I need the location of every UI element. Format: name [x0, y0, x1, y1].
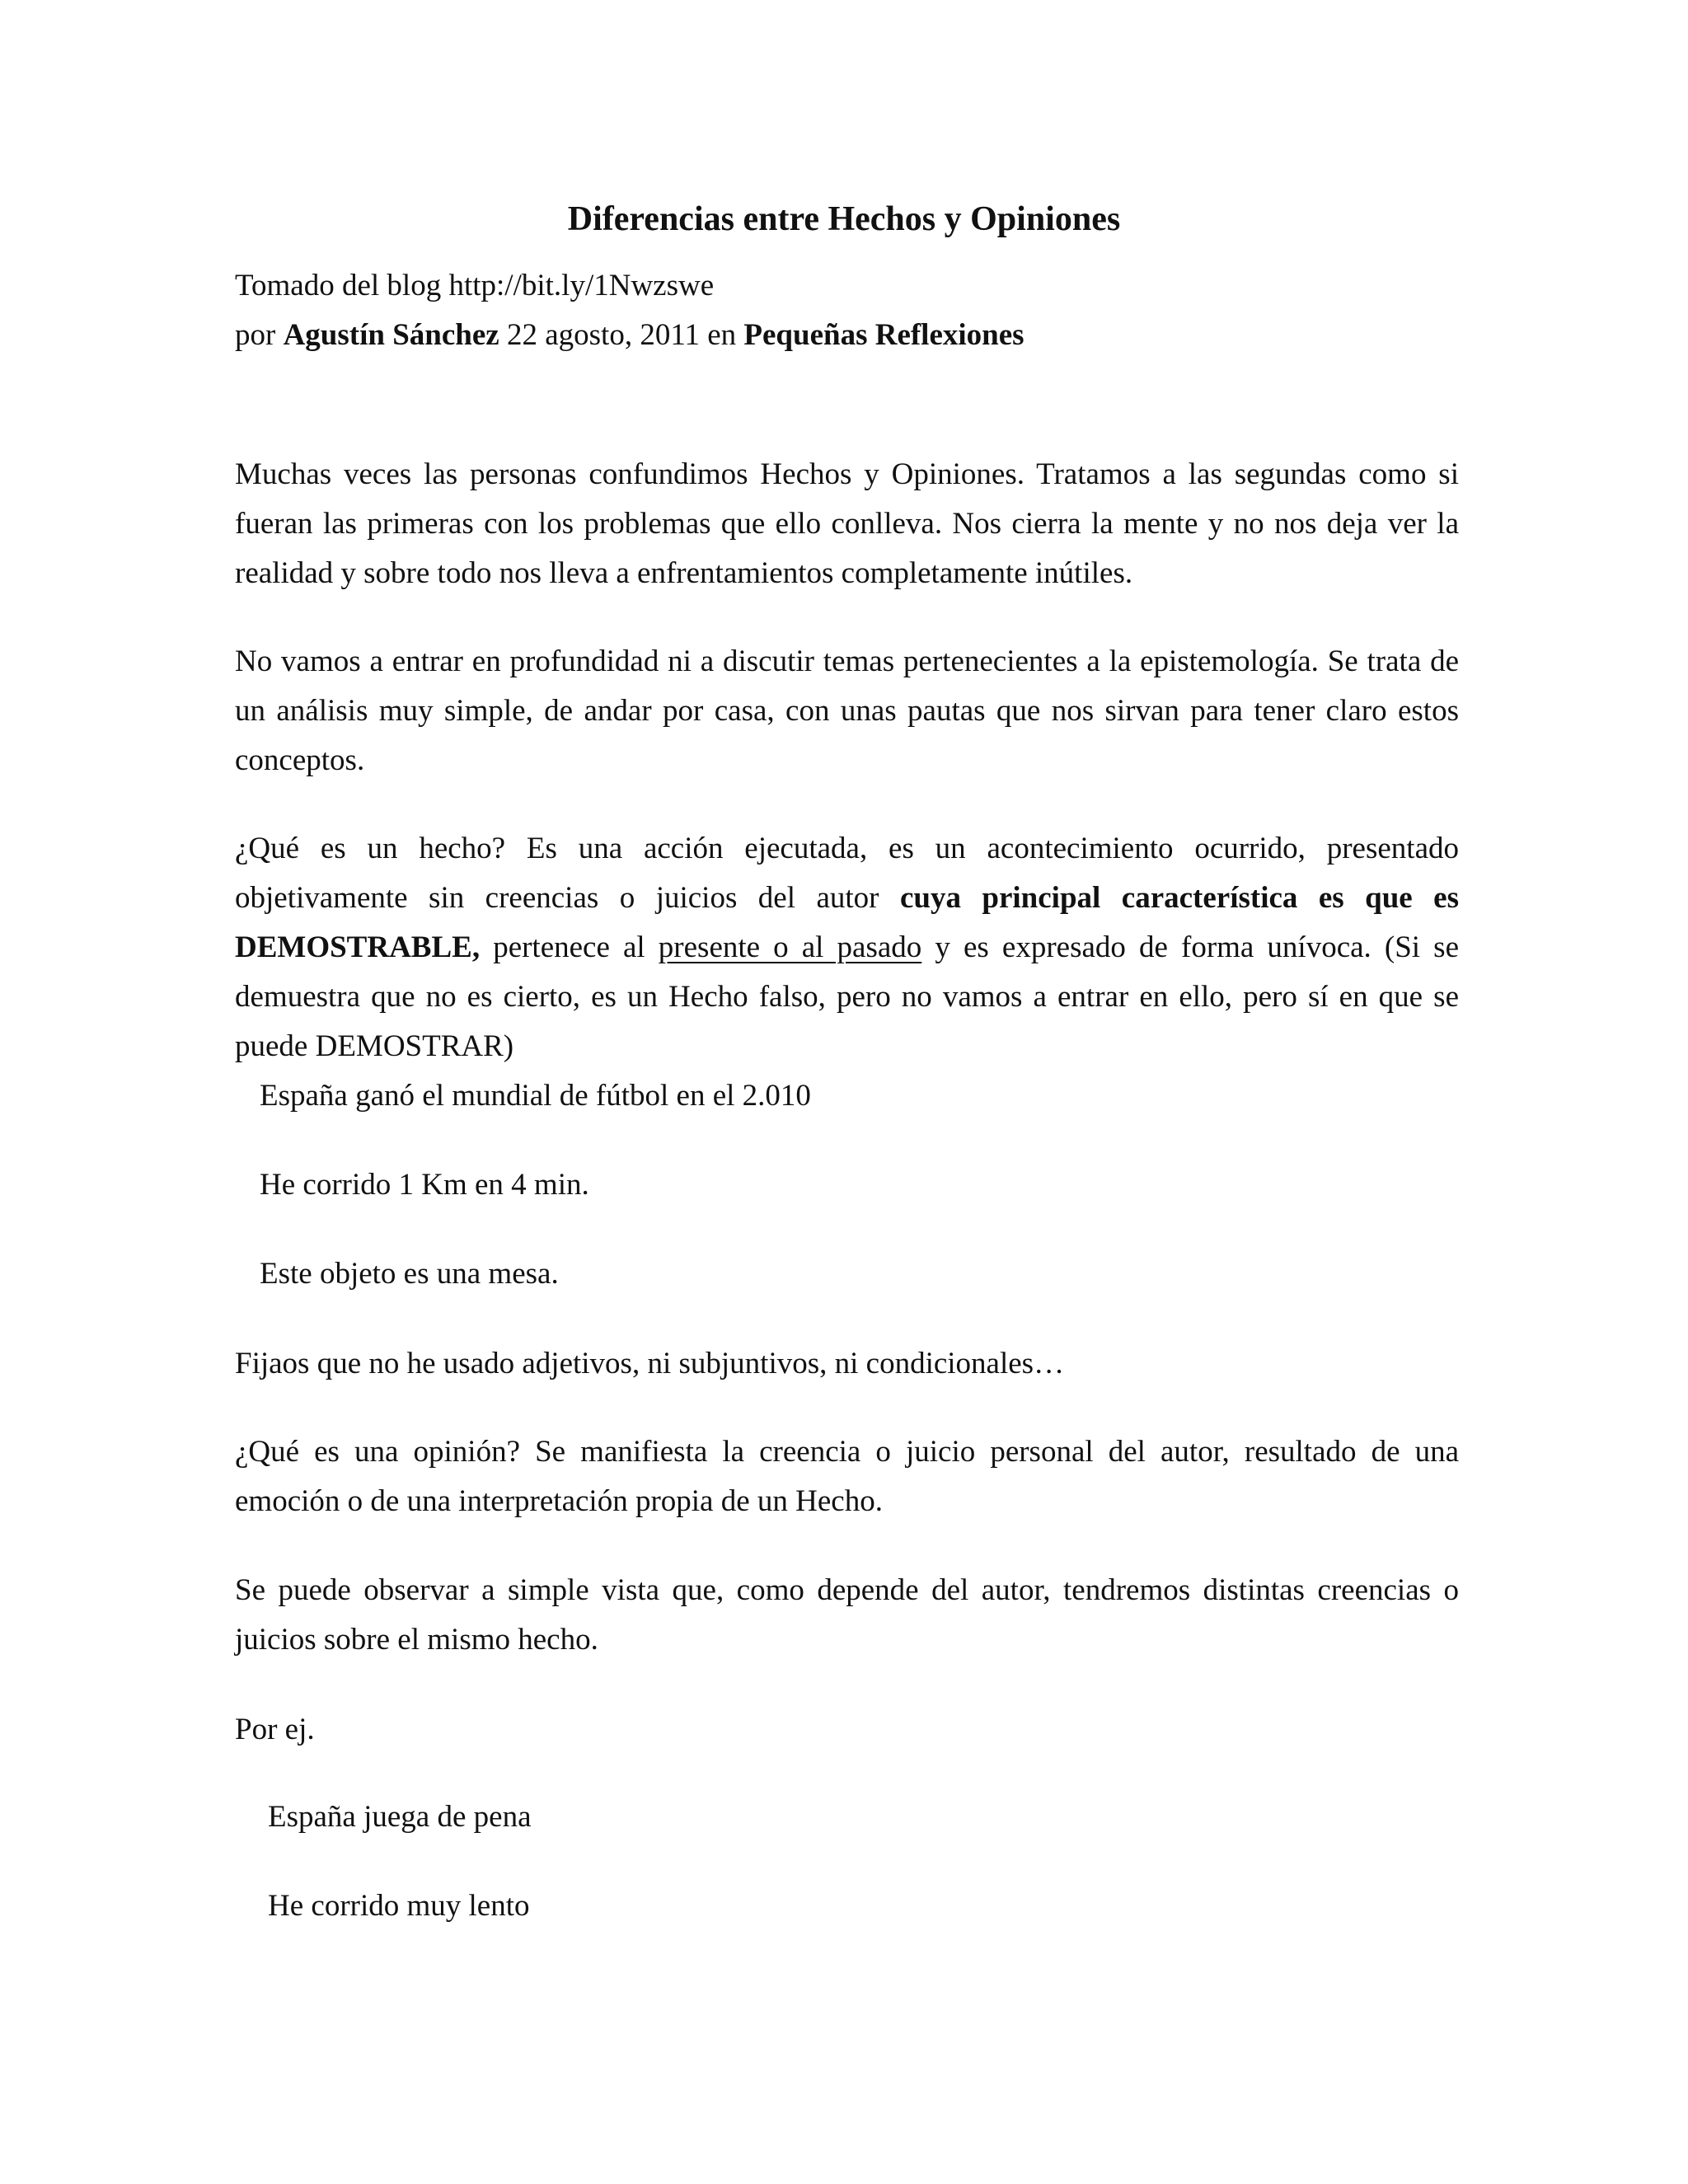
paragraph-fact-definition — [235, 824, 1459, 1071]
fact-example: Este objeto es una mesa. — [260, 1257, 559, 1291]
fact-definition-bold: cuya principal característica es que es DEMOSTRABLE, — [235, 881, 1459, 964]
publish-date: 22 agosto, 2011 — [506, 318, 700, 352]
opinion-example: He corrido muy lento — [268, 1889, 530, 1923]
fact-example: He corrido 1 Km en 4 min. — [260, 1168, 589, 1202]
byline — [235, 315, 1025, 356]
paragraph-note: Fijaos que no he usado adjetivos, ni subjuntivos, ni condicionales… — [235, 1347, 1065, 1380]
author-name: Agustín Sánchez — [283, 318, 499, 352]
source-line: Tomado del blog http://bit.ly/1Nwzswe — [235, 269, 715, 302]
paragraph-intro: Muchas veces las personas confundimos Hechos y Opiniones. Tratamos a las segundas como si fueran las primeras con los problemas que ello conlleva. Nos cierra la mente y no nos deja ver la realidad y sobre todo nos lleva a enfrentamientos completamente inútiles. — [235, 457, 1459, 590]
fact-definition-underlined: presente o al pasado — [658, 930, 922, 964]
paragraph-observation: Se puede observar a simple vista que, como depende del autor, tendremos distintas creencias o juicios sobre el mismo hecho. — [235, 1573, 1459, 1657]
paragraph-opinion-definition: ¿Qué es una opinión? Se manifiesta la creencia o juicio personal del autor, resultado de una emoción o de una interpretación propia de un Hecho. — [235, 1435, 1459, 1518]
byline-prefix: por — [235, 318, 276, 352]
fact-example: España ganó el mundial de fútbol en el 2.010 — [260, 1079, 811, 1113]
category-name: Pequeñas Reflexiones — [743, 318, 1025, 352]
opinion-example: España juega de pena — [268, 1800, 532, 1834]
paragraph-example-intro: Por ej. — [235, 1713, 315, 1746]
fact-definition-text: y es expresado de forma unívoca. (Si se demuestra que no es cierto, es un Hecho falso, pero no vamos a entrar en ello, pero sí en que se puede DEMOSTRAR) — [235, 930, 1459, 1063]
document-title: Diferencias entre Hechos y Opiniones — [567, 200, 1121, 238]
fact-definition-text: ¿Qué es un hecho? Es una acción ejecutada, es un acontecimiento ocurrido, presentado objetivamente sin creencias o juicios del autor — [235, 832, 1459, 915]
byline-in: en — [707, 318, 737, 352]
fact-definition-text: pertenece al — [480, 930, 659, 964]
paragraph-scope: No vamos a entrar en profundidad ni a discutir temas pertenecientes a la epistemología. Se trata de un análisis muy simple, de andar por casa, con unas pautas que nos sirvan para tener claro estos conceptos. — [235, 644, 1459, 777]
